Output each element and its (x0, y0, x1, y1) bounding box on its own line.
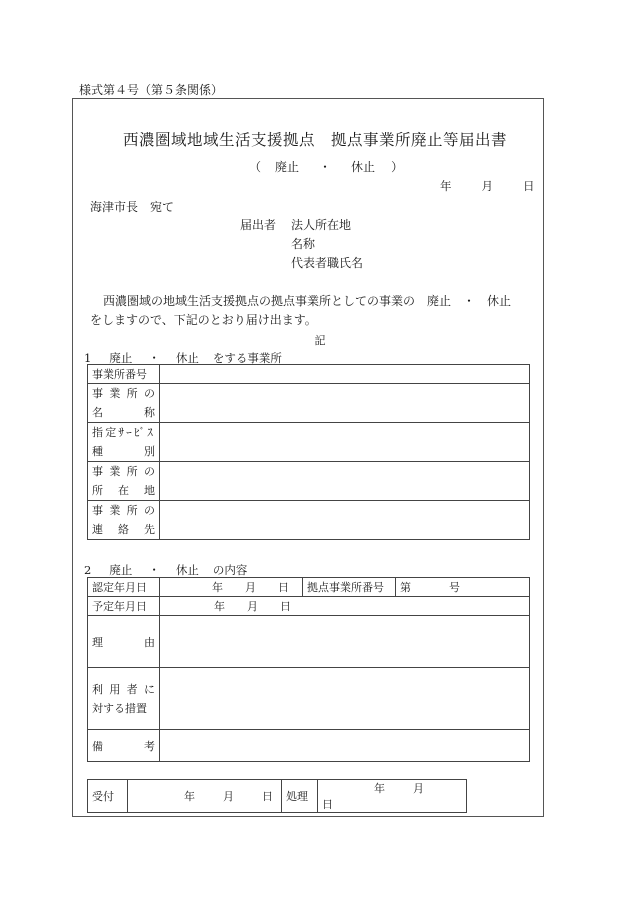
user-measures-label: 利用者に 対する措置 (88, 668, 160, 730)
received-label: 受付 (88, 780, 128, 813)
certified-date-label: 認定年月日 (88, 578, 160, 597)
option-suspension: 休止 (351, 160, 376, 174)
addressee: 海津市長 宛て (90, 200, 175, 214)
base-office-number-label: 拠点事業所番号 (303, 578, 396, 597)
office-name-label: 事業所の 名称 (88, 384, 160, 423)
received-date-field[interactable]: 年 月 日 (128, 780, 282, 813)
contents-table (87, 577, 530, 762)
date-month: 月 (481, 179, 493, 193)
reception-table (87, 779, 467, 813)
section-1-heading: 1 廃止 ・ 休止 をする事業所 (84, 351, 282, 365)
service-type-field[interactable] (160, 423, 530, 462)
applicant-role: 届出者 (240, 218, 277, 232)
service-type-label: 指定ｻｰﾋﾞｽ 種別 (88, 423, 160, 462)
office-contact-label: 事業所の 連絡先 (88, 501, 160, 540)
office-number-label: 事業所番号 (88, 365, 160, 384)
date-day: 日 (523, 179, 535, 193)
office-name-field[interactable] (160, 384, 530, 423)
document-title: 西濃圏域地域生活支援拠点 拠点事業所廃止等届出書 (122, 131, 507, 149)
planned-date-field[interactable]: 年 月 日 (160, 597, 530, 616)
submission-date (440, 178, 535, 194)
processing-date-field[interactable]: 年 月日 (318, 780, 467, 813)
body-text-line-2: をしますので、下記のとおり届け出ます。 (90, 313, 317, 327)
date-year: 年 (440, 179, 452, 193)
paren-open: （ (249, 160, 262, 174)
reason-field[interactable] (160, 616, 530, 668)
reason-label: 理由 (88, 616, 160, 668)
option-abolition: 廃止 (275, 160, 300, 174)
option-separator: ・ (319, 160, 332, 174)
certified-date-field[interactable]: 年 月 日 (160, 578, 303, 597)
office-location-field[interactable] (160, 462, 530, 501)
remarks-label: 備考 (88, 730, 160, 762)
base-office-number-field[interactable]: 第 号 (396, 578, 530, 597)
remarks-field[interactable] (160, 730, 530, 762)
facility-table (87, 364, 530, 540)
form-number: 様式第４号（第５条関係） (79, 83, 224, 97)
section-2-heading: 2 廃止 ・ 休止 の内容 (84, 563, 248, 577)
applicant-address-label: 法人所在地 (291, 218, 352, 232)
ki-mark: 記 (314, 334, 326, 347)
applicant-representative-label: 代表者職氏名 (291, 256, 364, 270)
office-location-label: 事業所の 所在地 (88, 462, 160, 501)
processing-label: 処理 (282, 780, 318, 813)
applicant-name-label: 名称 (291, 237, 316, 251)
planned-date-label: 予定年月日 (88, 597, 160, 616)
office-contact-field[interactable] (160, 501, 530, 540)
user-measures-field[interactable] (160, 668, 530, 730)
type-choice (249, 158, 403, 175)
paren-close: ） (391, 160, 404, 174)
office-number-field[interactable] (160, 365, 530, 384)
body-text-line-1: 西濃圏域の地域生活支援拠点の拠点事業所としての事業の 廃止 ・ 休止 (103, 294, 512, 308)
